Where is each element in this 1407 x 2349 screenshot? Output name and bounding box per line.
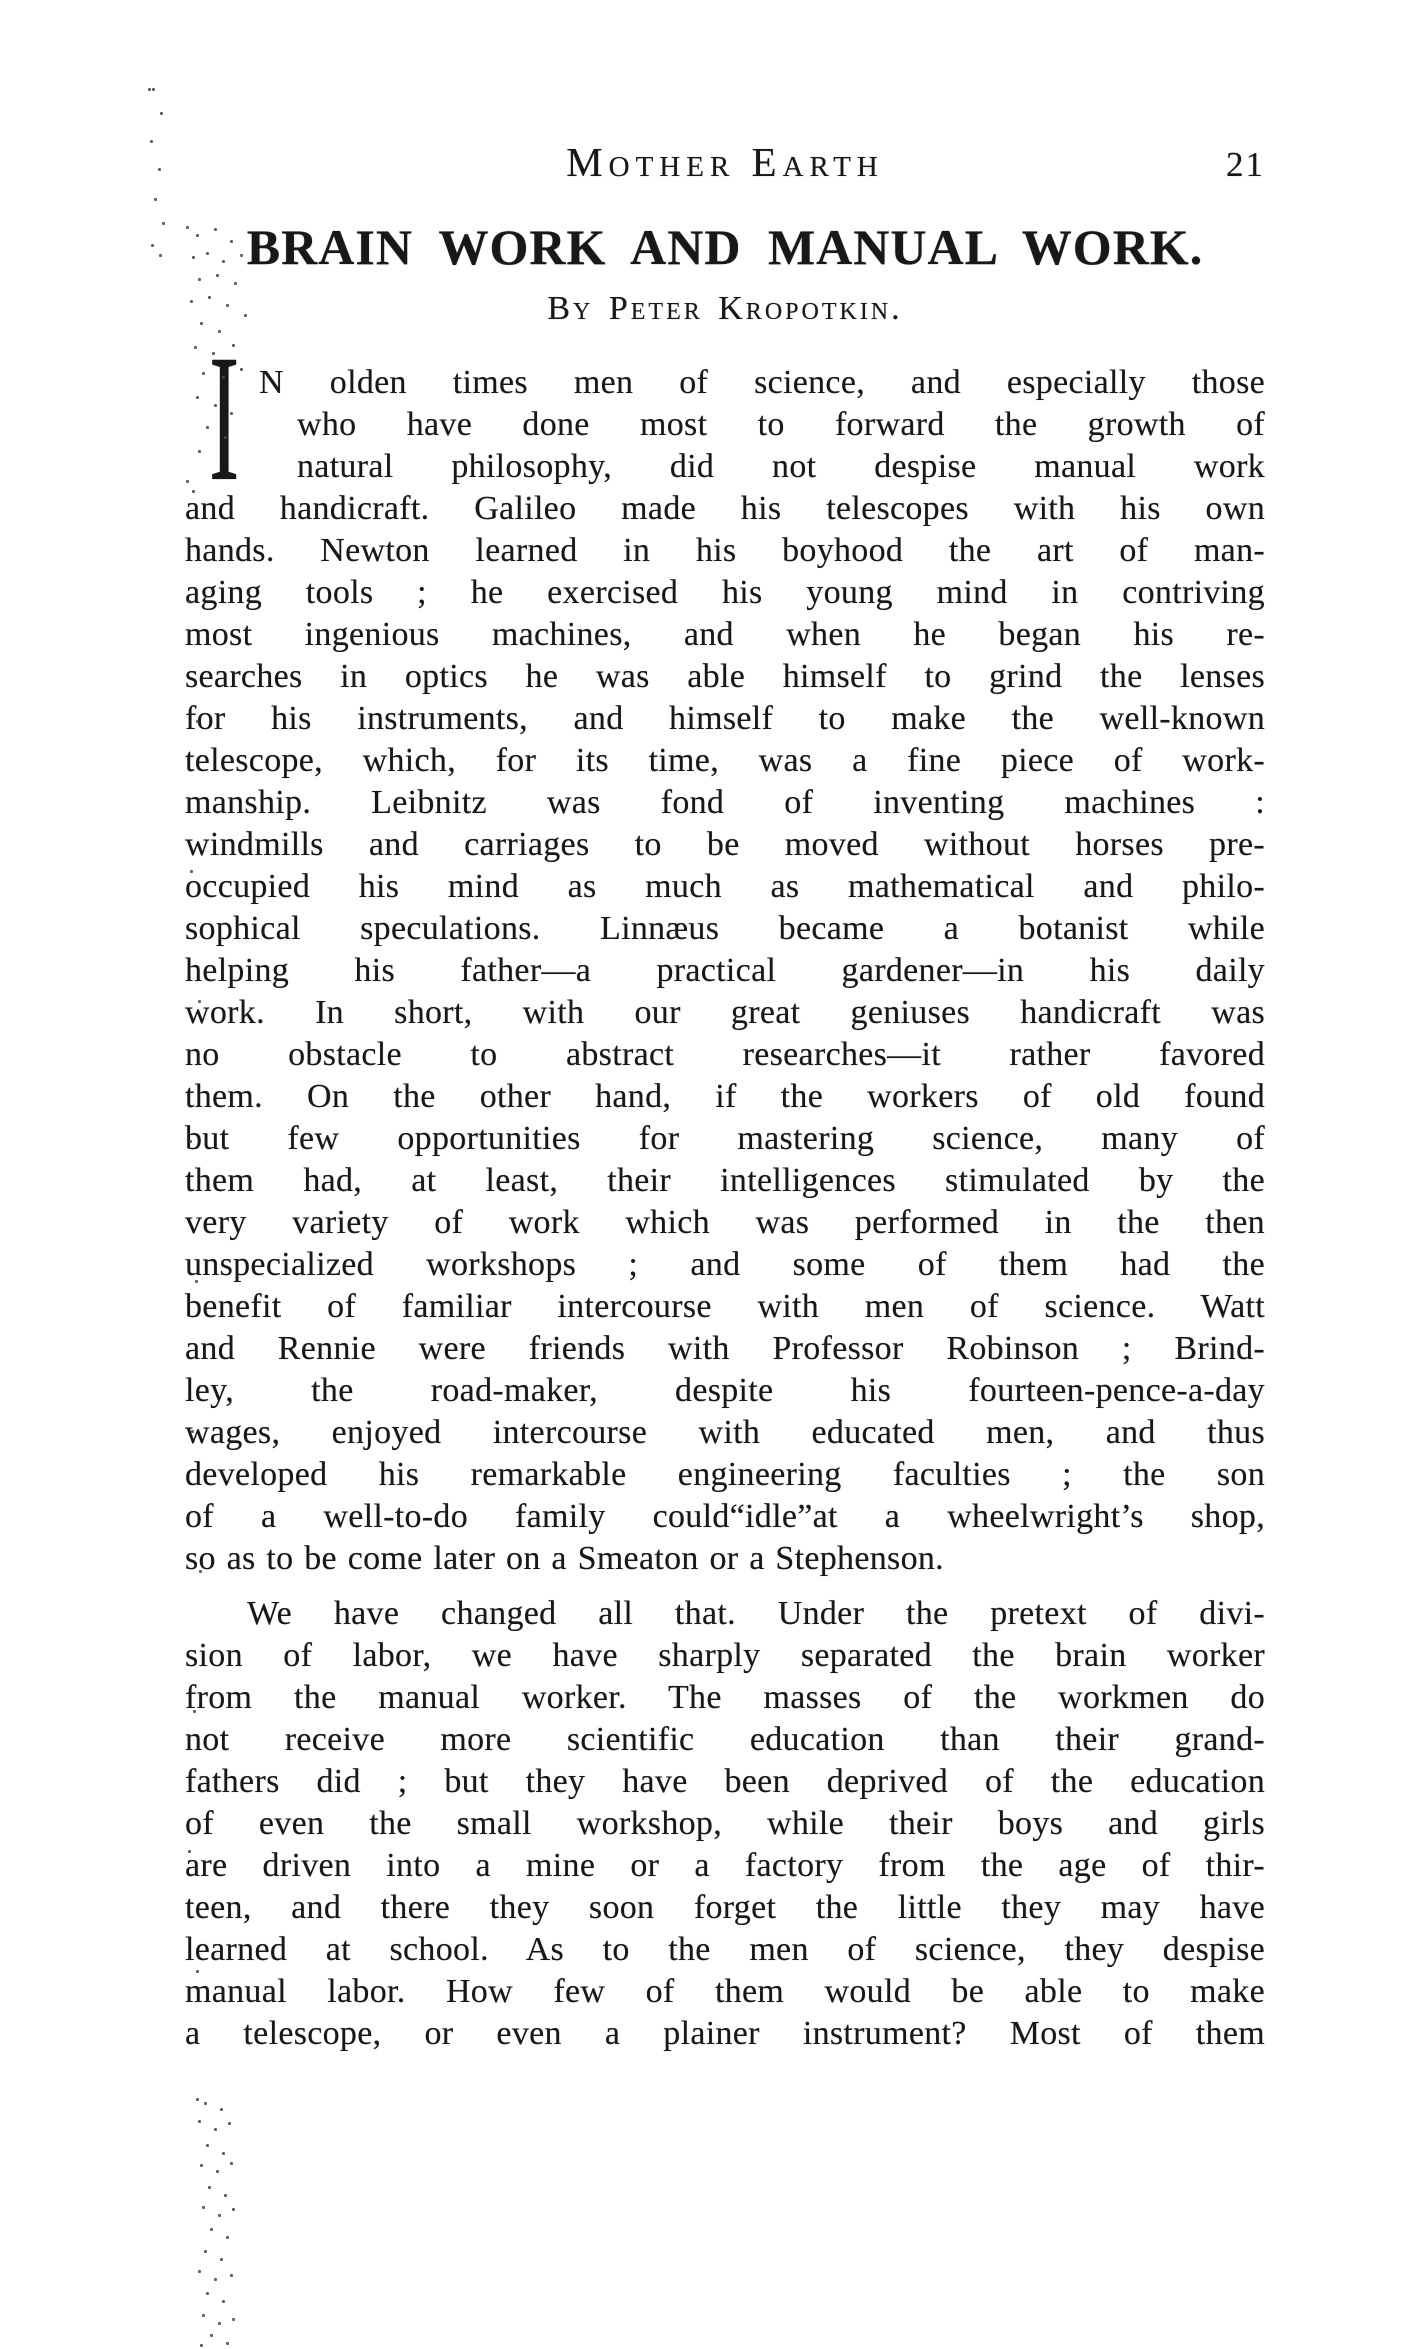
text-line: sion of labor, we have sharply separated the brain worker xyxy=(185,1637,1265,1674)
text-line: searches in optics he was able himself to grind the lenses xyxy=(185,658,1265,695)
text-line: benefit of familiar intercourse with men of science. Watt xyxy=(185,1288,1265,1325)
paragraph xyxy=(185,318,1265,1580)
scan-artifact xyxy=(196,2098,199,2101)
text-line: a telescope, or even a plainer instrument? Most of them xyxy=(185,2015,1265,2052)
text-line: N olden times men of science, and especially those xyxy=(259,364,1265,401)
scan-artifact xyxy=(186,480,189,483)
text-line: manship. Leibnitz was fond of inventing machines : xyxy=(185,784,1265,821)
text-line: so as to be come later on a Smeaton or a Stephenson. xyxy=(185,1540,944,1577)
text-line: telescope, which, for its time, was a fine piece of work- xyxy=(185,742,1265,779)
text-line: and Rennie were friends with Professor Robinson ; Brind- xyxy=(185,1330,1265,1367)
article-byline: By Peter Kropotkin. xyxy=(547,290,903,327)
text-line: not receive more scientific education than their grand- xyxy=(185,1721,1265,1758)
text-line: most ingenious machines, and when he began his re- xyxy=(185,616,1265,653)
text-line: work. In short, with our great geniuses handicraft was xyxy=(185,994,1265,1031)
text-line: unspecialized workshops ; and some of them had the xyxy=(185,1246,1265,1283)
text-line: occupied his mind as much as mathematical and philo- xyxy=(185,868,1265,905)
text-line: who have done most to forward the growth of xyxy=(297,406,1265,443)
text-line: aging tools ; he exercised his young mind in contriving xyxy=(185,574,1265,611)
drop-cap: I xyxy=(209,318,240,519)
article-body xyxy=(185,318,1265,2055)
text-line: of a well-to-do family could“idle”at a wheelwright’s shop, xyxy=(185,1498,1265,1535)
page-number: 21 xyxy=(1226,145,1265,184)
text-line: ley, the road-maker, despite his fourteen-pence-a-day xyxy=(185,1372,1265,1409)
text-line: helping his father—a practical gardener—in his daily xyxy=(185,952,1265,989)
text-line: them had, at least, their intelligences stimulated by the xyxy=(185,1162,1265,1199)
text-line: sophical speculations. Linnæus became a botanist while xyxy=(185,910,1265,947)
text-line: learned at school. As to the men of science, they despise xyxy=(185,1931,1265,1968)
journal-title: Mother Earth xyxy=(566,139,884,185)
text-line: very variety of work which was performed in the then xyxy=(185,1204,1265,1241)
text-line: them. On the other hand, if the workers of old found xyxy=(185,1078,1265,1115)
text-line: are driven into a mine or a factory from the age of thir- xyxy=(185,1847,1265,1884)
article-title: BRAIN WORK AND MANUAL WORK. xyxy=(246,219,1204,275)
text-line: fathers did ; but they have been deprived of the education xyxy=(185,1763,1265,1800)
text-line: for his instruments, and himself to make the well-known xyxy=(185,700,1265,737)
text-line: but few opportunities for mastering science, many of xyxy=(185,1120,1265,1157)
text-line: wages, enjoyed intercourse with educated men, and thus xyxy=(185,1414,1265,1451)
scan-artifact xyxy=(186,226,189,229)
text-line: windmills and carriages to be moved without horses pre- xyxy=(185,826,1265,863)
text-line: developed his remarkable engineering faculties ; the son xyxy=(185,1456,1265,1493)
text-line: teen, and there they soon forget the little they may have xyxy=(185,1889,1265,1926)
text-line: We have changed all that. Under the pretext of divi- xyxy=(247,1595,1265,1632)
text-line: hands. Newton learned in his boyhood the art of man- xyxy=(185,532,1265,569)
scan-artifact xyxy=(148,88,151,91)
paragraph xyxy=(185,1593,1265,2055)
text-line: from the manual worker. The masses of the workmen do xyxy=(185,1679,1265,1716)
text-line: and handicraft. Galileo made his telescopes with his own xyxy=(185,490,1265,527)
text-line: of even the small workshop, while their boys and girls xyxy=(185,1805,1265,1842)
text-line: natural philosophy, did not despise manual work xyxy=(297,448,1265,485)
text-line: manual labor. How few of them would be able to make xyxy=(185,1973,1265,2010)
text-line: no obstacle to abstract researches—it rather favored xyxy=(185,1036,1265,1073)
